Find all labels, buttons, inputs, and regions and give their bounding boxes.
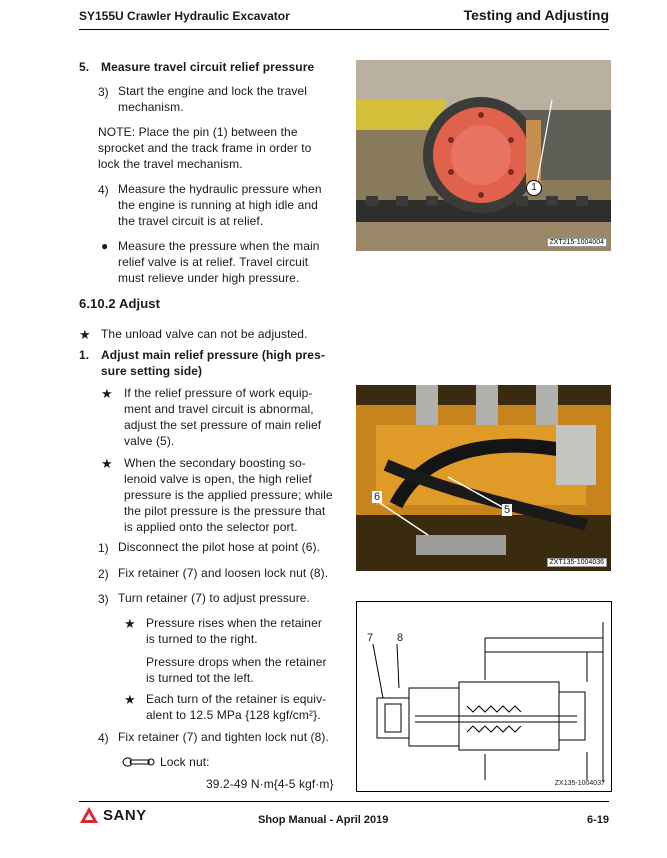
sany-logo	[79, 806, 147, 824]
figure-1-caption: ZXT215-1004004	[547, 238, 607, 247]
star-3-line-3: pressure is the applied pressure; while	[124, 488, 333, 502]
item-1-title-line-1: Adjust main relief pressure (high pres-	[101, 348, 325, 362]
star-5-line-1: Each turn of the retainer is equiv-	[146, 692, 327, 706]
pressure-drop-line-1: Pressure drops when the retainer	[146, 655, 327, 669]
star-2-line-2: ment and travel circuit is abnormal,	[124, 402, 314, 416]
star-icon: ★	[124, 616, 136, 631]
note-line-3: lock the travel mechanism.	[98, 157, 243, 171]
step-3-number: 3)	[98, 85, 109, 99]
substep-1: Disconnect the pilot hose at point (6).	[118, 540, 321, 554]
bullet-line-3: must relieve under high pressure.	[118, 271, 300, 285]
page-number: 6-19	[586, 814, 609, 826]
star-icon: ★	[79, 327, 91, 342]
step-3-line-2: mechanism.	[118, 100, 184, 114]
bullet-icon: ●	[101, 239, 109, 253]
figure-2-caption: ZXT135-1004036	[547, 558, 607, 567]
substep-4-number: 4)	[98, 731, 109, 745]
step-4-number: 4)	[98, 183, 109, 197]
substep-2-number: 2)	[98, 567, 109, 581]
section-5-number: 5.	[79, 60, 90, 74]
step-4-line-2: the engine is running at high idle and	[118, 198, 318, 212]
footer-center: Shop Manual - April 2019	[258, 814, 389, 826]
step-4-line-3: the travel circuit is at relief.	[118, 214, 264, 228]
star-2-line-1: If the relief pressure of work equip-	[124, 386, 313, 400]
wrench-icon	[121, 755, 155, 774]
header-rule	[79, 29, 609, 30]
substep-2: Fix retainer (7) and loosen lock nut (8).	[118, 566, 329, 580]
star-icon: ★	[101, 456, 113, 471]
step-3-line-1: Start the engine and lock the travel	[118, 84, 308, 98]
star-5-line-2: alent to 12.5 MPa {128 kgf/cm²}.	[146, 708, 321, 722]
star-4-line-2: is turned to the right.	[146, 632, 258, 646]
star-3-line-4: the pilot pressure is the pressure that	[124, 504, 326, 518]
lock-nut-label: Lock nut:	[160, 755, 210, 769]
note-line-2: sprocket and the track frame in order to	[98, 141, 312, 155]
brand-name: SANY	[103, 806, 147, 824]
substep-3-number: 3)	[98, 592, 109, 606]
relief-valve-photo	[356, 385, 611, 571]
star-2-line-3: adjust the set pressure of main relief	[124, 418, 322, 432]
callout-7: 7	[367, 632, 374, 644]
note-line-1: NOTE: Place the pin (1) between the	[98, 125, 298, 139]
callout-1: 1	[526, 180, 542, 196]
relief-valve-diagram	[356, 601, 612, 792]
star-icon: ★	[124, 692, 136, 707]
callout-6: 6	[374, 491, 381, 503]
star-3-line-5: is applied onto the selector port.	[124, 520, 298, 534]
chapter-title: Testing and Adjusting	[463, 7, 609, 23]
item-1-number: 1.	[79, 348, 90, 362]
pressure-drop-line-2: is turned tot the left.	[146, 671, 254, 685]
star-2-line-4: valve (5).	[124, 434, 175, 448]
document-title: SY155U Crawler Hydraulic Excavator	[79, 9, 290, 23]
callout-5: 5	[504, 504, 511, 516]
substep-1-number: 1)	[98, 541, 109, 555]
substep-4: Fix retainer (7) and tighten lock nut (8).	[118, 730, 329, 744]
section-5-title: Measure travel circuit relief pressure	[101, 60, 315, 74]
figure-3-caption: ZX135-1004037	[554, 780, 605, 787]
star-4-line-1: Pressure rises when the retainer	[146, 616, 322, 630]
bullet-line-1: Measure the pressure when the main	[118, 239, 320, 253]
substep-3: Turn retainer (7) to adjust pressure.	[118, 591, 311, 605]
step-4-line-1: Measure the hydraulic pressure when	[118, 182, 322, 196]
star-3-line-2: lenoid valve is open, the high relief	[124, 472, 312, 486]
star-3-line-1: When the secondary boosting so-	[124, 456, 306, 470]
travel-motor-photo	[356, 60, 611, 251]
sany-logo-mark-icon	[79, 806, 99, 824]
bullet-line-2: relief valve is at relief. Travel circuit	[118, 255, 309, 269]
torque-value: 39.2-49 N·m{4-5 kgf·m}	[206, 777, 334, 791]
subsection-title: 6.10.2 Adjust	[79, 296, 161, 311]
callout-8: 8	[397, 632, 404, 644]
footer-rule	[79, 801, 609, 802]
star-icon: ★	[101, 386, 113, 401]
star-note-unload: The unload valve can not be adjusted.	[101, 327, 308, 341]
item-1-title-line-2: sure setting side)	[101, 364, 203, 378]
